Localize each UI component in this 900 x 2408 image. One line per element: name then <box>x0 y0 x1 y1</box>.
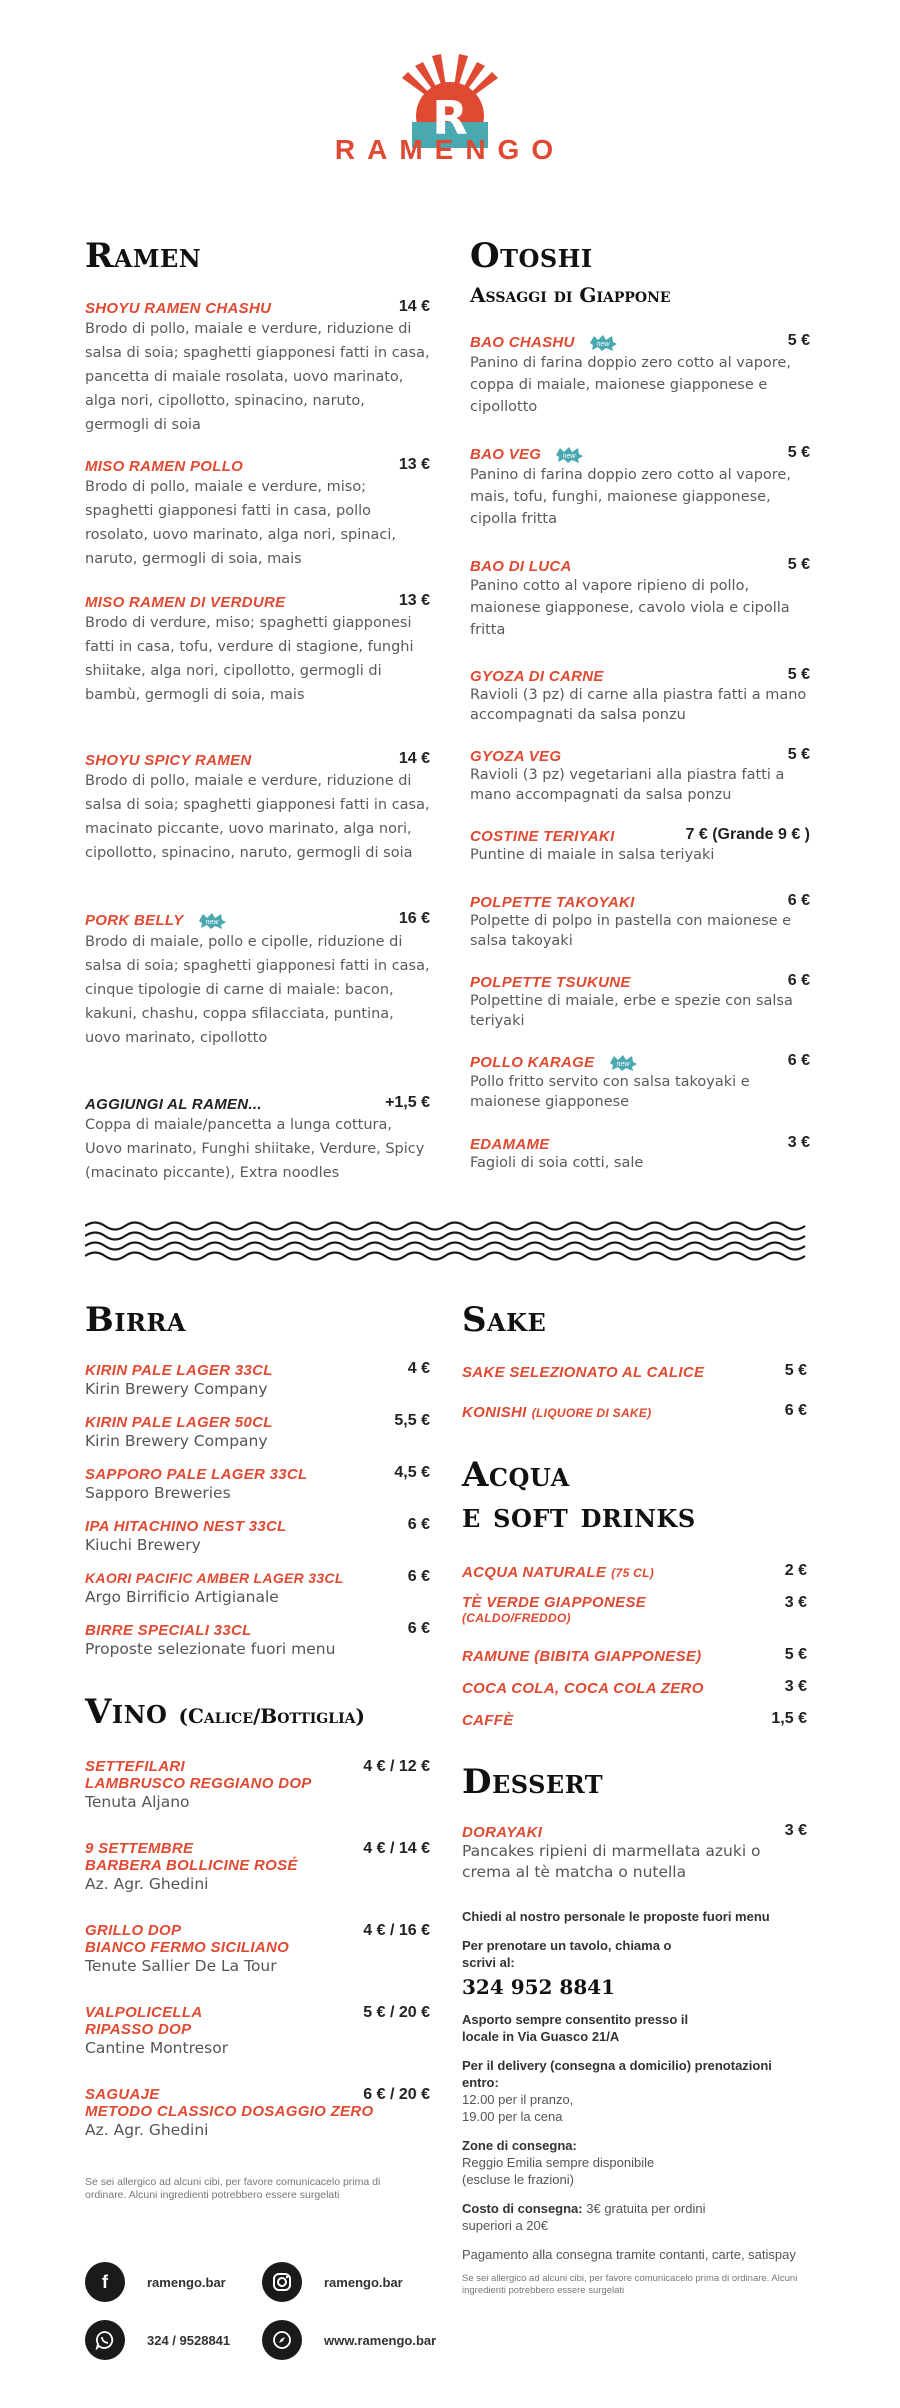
phone-number[interactable]: 324 952 8841 <box>462 1975 616 1999</box>
svg-text:new: new <box>205 918 219 926</box>
item-name: KIRIN PALE LAGER 33CL <box>85 1362 273 1379</box>
item-name: KIRIN PALE LAGER 50CL <box>85 1414 273 1431</box>
menu-item <box>85 750 430 865</box>
item-desc: Az. Agr. Ghedini <box>85 1875 209 1893</box>
menu-item <box>470 892 810 951</box>
item-price: 4,5 € <box>394 1464 430 1481</box>
item-name: ACQUA NATURALE <box>462 1564 607 1581</box>
item-desc: Panino di farina doppio zero cotto al vapore, mais, tofu, funghi, maionese giapponese, cipolla fritta <box>470 466 791 527</box>
item-name-line2: BIANCO FERMO SICILIANO <box>85 1939 290 1956</box>
item-name: KONISHI <box>462 1404 527 1421</box>
website-label: www.ramengo.bar <box>324 2332 437 2348</box>
item-name: GYOZA DI CARNE <box>470 668 604 685</box>
item-price: 5 € <box>787 444 810 461</box>
item-desc: Ravioli (3 pz) di carne alla piastra fatti a mano accompagnati da salsa ponzu <box>470 687 807 723</box>
menu-item <box>462 1710 807 1729</box>
item-desc: Kirin Brewery Company <box>85 1432 268 1450</box>
menu-item <box>85 1922 430 1977</box>
item-name: BAO DI LUCA <box>470 558 572 575</box>
item-desc: Kirin Brewery Company <box>85 1380 268 1398</box>
menu-item <box>85 1464 430 1504</box>
item-desc: Brodo di pollo, maiale e verdure, riduzione di salsa di soia; spaghetti giapponesi fatti in casa, pancetta di maiale rosolata, uovo marinato, alga nori, cipollotto, spinacino, naruto, germogli di soia <box>85 321 430 433</box>
item-desc: Coppa di maiale/pancetta a lunga cottura, Uovo marinato, Funghi shiitake, Verdure, Spicy (macinato piccante), Extra noodles <box>85 1117 425 1181</box>
item-price: 5 € <box>787 746 810 763</box>
social-facebook[interactable] <box>85 2262 226 2302</box>
menu-item <box>85 910 430 1050</box>
item-name-line2: LAMBRUSCO REGGIANO DOP <box>85 1775 312 1792</box>
social-website[interactable] <box>262 2320 436 2360</box>
zones-title: Zone di consegna: <box>462 2138 577 2153</box>
item-name-line2: RIPASSO DOP <box>85 2021 192 2038</box>
item-name: SAGUAJE <box>85 2086 160 2103</box>
item-price: 6 € <box>787 1052 810 1069</box>
item-name: SHOYU RAMEN CHASHU <box>85 300 272 317</box>
logo-letter: R <box>432 91 468 145</box>
item-price: 5 € / 20 € <box>363 2004 430 2021</box>
item-price: 3 € <box>784 1594 807 1611</box>
item-desc: Cantine Montresor <box>85 2039 229 2057</box>
item-price: 6 € <box>787 892 810 909</box>
item-note: (LIQUORE DI SAKE) <box>531 1406 652 1420</box>
item-price: 4 € / 12 € <box>363 1758 430 1775</box>
menu-item <box>462 1362 807 1381</box>
allergy-note-right: Se sei allergico ad alcuni cibi, per favore comunicacelo prima di ordinare. Alcuni ingredienti potrebbero essere surgelati <box>462 2273 798 2296</box>
item-price: 6 € <box>407 1568 430 1585</box>
item-price: 4 € / 16 € <box>363 1922 430 1939</box>
menu-item <box>85 1360 430 1400</box>
item-name: SETTEFILARI <box>85 1758 185 1775</box>
instagram-icon <box>262 2262 302 2302</box>
item-desc: Puntine di maiale in salsa teriyaki <box>470 847 715 863</box>
menu-item <box>470 556 810 641</box>
menu-item <box>462 1678 807 1697</box>
instagram-label: ramengo.bar <box>324 2274 403 2290</box>
item-price: 16 € <box>398 910 430 927</box>
cost-title: Costo di consegna: <box>462 2201 583 2216</box>
logo <box>320 38 580 178</box>
item-price: +1,5 € <box>385 1094 430 1111</box>
menu-item <box>85 1840 430 1895</box>
item-price: 4 € <box>407 1360 430 1377</box>
item-price: 5 € <box>787 332 810 349</box>
menu-item <box>470 746 810 805</box>
item-desc: Brodo di verdure, miso; spaghetti giapponesi fatti in casa, tofu, verdure di stagione, funghi shiitake, alga nori, cipollotto, germogli di bambù, germogli di soia, mais <box>85 615 414 703</box>
item-name: TÈ VERDE GIAPPONESE <box>462 1594 647 1611</box>
item-desc: Ravioli (3 pz) vegetariani alla piastra fatti a mano accompagnati da salsa ponzu <box>470 767 785 803</box>
logo-sun-icon <box>320 38 580 148</box>
item-price: 3 € <box>787 1134 810 1151</box>
item-name-line2: BARBERA BOLLICINE ROSÉ <box>85 1857 298 1874</box>
item-desc: Fagioli di soia cotti, sale <box>470 1155 644 1171</box>
menu-item <box>470 1052 810 1112</box>
menu-item <box>462 1562 807 1581</box>
menu-item <box>462 1594 807 1625</box>
birra-title: Birra <box>85 1300 186 1340</box>
item-desc: Polpette di polpo in pastella con maionese e salsa takoyaki <box>470 913 792 949</box>
item-desc: Polpettine di maiale, erbe e spezie con salsa teriyaki <box>470 993 793 1029</box>
staff-note: Chiedi al nostro personale le proposte fuori menu <box>462 1909 770 1924</box>
menu-item <box>85 1568 430 1608</box>
item-desc: Panino di farina doppio zero cotto al vapore, coppa di maiale, maionese giapponese e cipollotto <box>470 354 791 415</box>
menu-item <box>470 332 810 418</box>
item-name: EDAMAME <box>470 1136 550 1153</box>
ramen-title: Ramen <box>85 236 202 276</box>
allergy-note: Se sei allergico ad alcuni cibi, per favore comunicacelo prima di ordinare. Alcuni ingredienti potrebbero essere surgelati <box>85 2176 381 2201</box>
cost-block <box>462 2200 712 2234</box>
menu-item <box>470 972 810 1031</box>
item-name: POLPETTE TSUKUNE <box>470 974 631 991</box>
item-price: 1,5 € <box>771 1710 807 1727</box>
brand-name: RAMENGO <box>334 134 566 165</box>
facebook-icon: f <box>85 2262 125 2302</box>
menu-item <box>85 456 430 571</box>
cost-text: 3€ gratuita per ordini superiori a 20€ <box>462 2201 706 2233</box>
item-price: 5 € <box>784 1362 807 1379</box>
item-price: 6 € / 20 € <box>363 2086 430 2103</box>
item-desc: Pollo fritto servito con salsa takoyaki e maionese giapponese <box>470 1073 750 1110</box>
item-note: (CALDO/FREDDO) <box>462 1611 571 1625</box>
item-desc: Argo Birrificio Artigianale <box>85 1588 279 1606</box>
otoshi-title: Otoshi <box>470 236 593 276</box>
compass-icon <box>262 2320 302 2360</box>
takeaway-note: Asporto sempre consentito presso il locale in Via Guasco 21/A <box>462 2012 689 2044</box>
new-badge-icon <box>588 334 618 352</box>
item-price: 4 € / 14 € <box>363 1840 430 1857</box>
menu-item <box>462 1402 807 1421</box>
item-price: 13 € <box>398 456 430 473</box>
item-name: COSTINE TERIYAKI <box>470 828 615 845</box>
item-note: (75 CL) <box>611 1566 655 1580</box>
payment-note: Pagamento alla consegna tramite contanti, carte, satispay <box>462 2247 796 2262</box>
new-badge-icon <box>608 1054 638 1072</box>
item-name: COCA COLA, COCA COLA ZERO <box>462 1680 704 1697</box>
new-badge-icon <box>554 446 584 464</box>
item-desc: Brodo di maiale, pollo e cipolle, riduzione di salsa di soia; spaghetti giapponesi fatti in casa, cinque tipologie di carne di maiale: bacon, kakuni, chashu, coppa sfilacciata, puntina, uovo marinato, cipollotto <box>85 933 430 1046</box>
item-name: DORAYAKI <box>462 1824 543 1841</box>
item-name: MISO RAMEN DI VERDURE <box>85 594 286 611</box>
facebook-label: ramengo.bar <box>147 2274 226 2290</box>
item-name: 9 SETTEMBRE <box>85 1840 194 1857</box>
new-badge-icon <box>197 912 227 930</box>
menu-item <box>85 2086 430 2141</box>
item-price: 6 € <box>407 1516 430 1533</box>
menu-item <box>85 592 430 707</box>
item-price: 5 € <box>787 666 810 683</box>
svg-text:new: new <box>616 1060 629 1068</box>
menu-item <box>85 1516 430 1556</box>
dessert-title: Dessert <box>462 1762 604 1802</box>
vino-subtitle: (Calice/Bottiglia) <box>178 1704 365 1728</box>
item-price: 13 € <box>398 592 430 609</box>
item-name-line2: METODO CLASSICO DOSAGGIO ZERO <box>85 2103 374 2120</box>
svg-text:new: new <box>596 340 610 348</box>
item-name: SAKE SELEZIONATO AL CALICE <box>462 1364 705 1381</box>
acqua-title-line2: e soft drinks <box>462 1496 696 1536</box>
svg-text:new: new <box>562 452 576 460</box>
item-name: IPA HITACHINO NEST 33CL <box>85 1518 287 1535</box>
item-name: POLPETTE TAKOYAKI <box>470 894 635 911</box>
item-desc: Brodo di pollo, maiale e verdure, miso; spaghetti giapponesi fatti in casa, pollo rosolato, uovo marinato, alga nori, spinaci, naruto, germogli di soia, mais <box>85 479 396 567</box>
item-price: 6 € <box>407 1620 430 1637</box>
item-name: VALPOLICELLA <box>85 2004 203 2021</box>
item-name: BAO CHASHU <box>470 334 575 351</box>
acqua-title: Acqua <box>462 1455 570 1495</box>
item-desc: Az. Agr. Ghedini <box>85 2121 209 2139</box>
item-desc: Tenuta Aljano <box>85 1793 190 1811</box>
info-block <box>462 1908 812 2297</box>
item-desc: Panino cotto al vapore ripieno di pollo, maionese giapponese, cavolo viola e cipolla fritta <box>470 578 790 638</box>
item-price: 3 € <box>784 1678 807 1695</box>
delivery-title: Per il delivery (consegna a domicilio) prenotazioni entro: <box>462 2058 772 2090</box>
item-price: 5 € <box>784 1646 807 1663</box>
otoshi-subtitle: Assaggi di Giappone <box>470 283 671 307</box>
item-price: 5,5 € <box>394 1412 430 1429</box>
menu-item <box>85 2004 430 2059</box>
item-desc: Tenute Sallier De La Tour <box>85 1957 277 1975</box>
social-whatsapp[interactable] <box>85 2320 230 2360</box>
menu-item <box>85 1620 430 1660</box>
sake-title: Sake <box>462 1300 547 1340</box>
item-price: 6 € <box>784 1402 807 1419</box>
vino-heading <box>85 1692 365 1732</box>
wave-divider-icon <box>85 1218 815 1264</box>
item-name: AGGIUNGI AL RAMEN... <box>85 1096 262 1113</box>
zones-text: Reggio Emilia sempre disponibile (escluse le frazioni) <box>462 2155 655 2187</box>
item-price: 6 € <box>787 972 810 989</box>
whatsapp-icon <box>85 2320 125 2360</box>
menu-item <box>462 1822 807 1883</box>
whatsapp-label: 324 / 9528841 <box>147 2332 231 2348</box>
item-price: 14 € <box>398 750 430 767</box>
item-name: CAFFÈ <box>462 1712 514 1729</box>
menu-item <box>470 666 810 725</box>
item-name: BIRRE SPECIALI 33CL <box>85 1622 252 1639</box>
item-price: 5 € <box>787 556 810 573</box>
item-desc: Pancakes ripieni di marmellata azuki o crema al tè matcha o nutella <box>462 1842 761 1881</box>
item-desc: Proposte selezionate fuori menu <box>85 1640 336 1658</box>
menu-item <box>470 444 810 530</box>
booking-note: Per prenotare un tavolo, chiama o scrivi al: <box>462 1938 672 1970</box>
menu-item <box>85 1094 430 1185</box>
menu-item <box>470 1134 810 1173</box>
item-name: BAO VEG <box>470 446 542 463</box>
item-price: 7 € (Grande 9 € ) <box>685 826 810 843</box>
item-name: SAPPORO PALE LAGER 33CL <box>85 1466 308 1483</box>
item-desc: Sapporo Breweries <box>85 1484 231 1502</box>
item-name: MISO RAMEN POLLO <box>85 458 244 475</box>
item-desc: Brodo di pollo, maiale e verdure, riduzione di salsa di soia; spaghetti giapponesi fatti in casa, macinato piccante, uovo marinato, alga nori, cipollotto, spinacino, naruto, germogli di soia <box>85 773 430 861</box>
item-name: RAMUNE (BIBITA GIAPPONESE) <box>462 1648 702 1665</box>
menu-item <box>85 298 430 437</box>
item-name: SHOYU SPICY RAMEN <box>85 752 252 769</box>
item-name: POLLO KARAGE <box>470 1054 595 1071</box>
menu-item <box>85 1412 430 1452</box>
vino-title: Vino <box>85 1692 168 1732</box>
menu-item <box>85 1758 430 1813</box>
item-price: 2 € <box>784 1562 807 1579</box>
item-name: PORK BELLY <box>85 912 184 929</box>
item-price: 3 € <box>784 1822 807 1839</box>
item-name: GYOZA VEG <box>470 748 562 765</box>
menu-item <box>470 826 810 865</box>
social-instagram[interactable] <box>262 2262 403 2302</box>
delivery-times: 12.00 per il pranzo, 19.00 per la cena <box>462 2092 574 2124</box>
menu-item <box>462 1646 807 1665</box>
item-name: KAORI PACIFIC AMBER LAGER 33CL <box>85 1570 344 1586</box>
item-name: GRILLO DOP <box>85 1922 182 1939</box>
item-desc: Kiuchi Brewery <box>85 1536 201 1554</box>
item-price: 14 € <box>398 298 430 315</box>
